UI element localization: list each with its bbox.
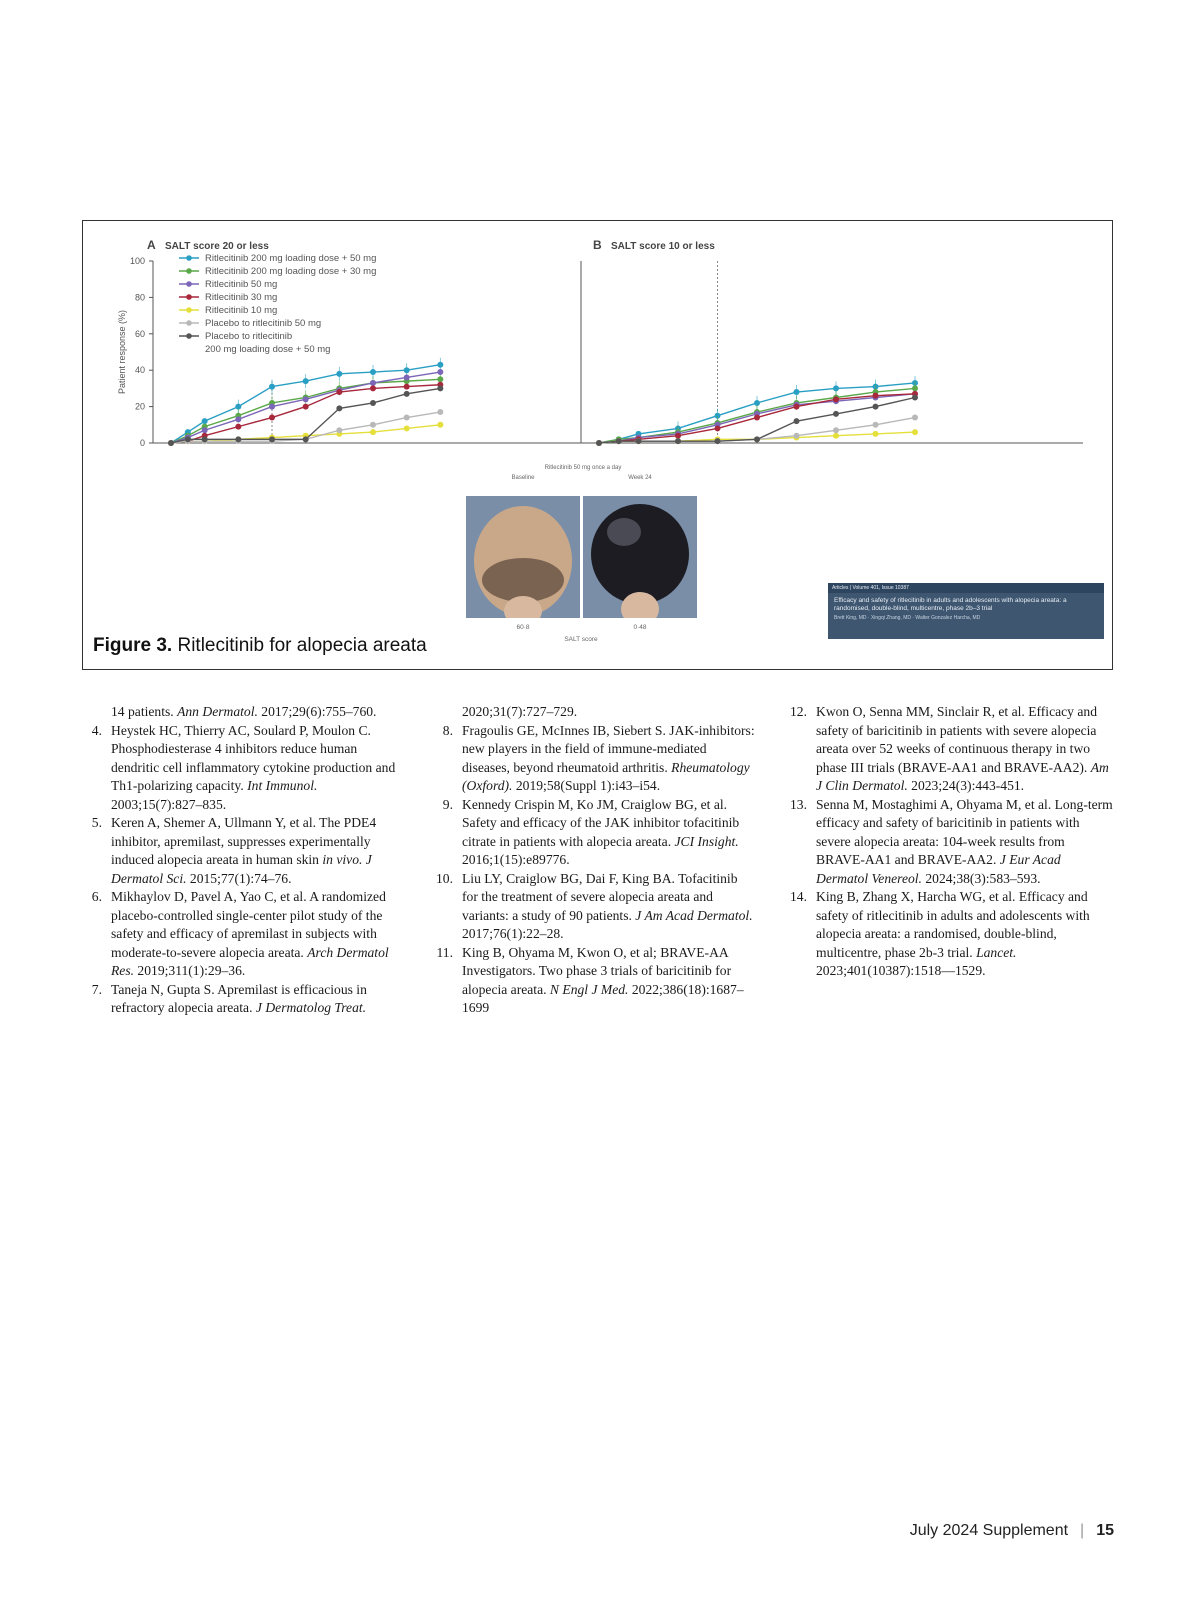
journal-name: Int Immunol.: [247, 778, 318, 793]
journal-name: Am J Clin Dermatol.: [816, 759, 1109, 793]
data-point: [370, 369, 376, 375]
week-24-photo: [583, 496, 697, 618]
legend-swatch-marker: [186, 307, 192, 313]
photo-label-baseline: Baseline: [511, 475, 535, 481]
data-point: [235, 436, 241, 442]
reference-item: [82, 722, 405, 815]
legend-swatch-marker: [186, 333, 192, 339]
data-point: [235, 424, 241, 430]
reference-text: 2017;29(6):755–760.: [257, 704, 377, 719]
reference-item: [82, 981, 405, 1018]
legend-label: Ritlecitinib 200 mg loading dose + 30 mg: [205, 266, 377, 277]
data-point: [754, 436, 760, 442]
data-point: [437, 362, 443, 368]
reference-text: Keren A, Shemer A, Ullmann Y, et al. The PDE4 inhibitor, apremilast, suppresses experimentally induced alopecia areata in human skin: [111, 815, 377, 867]
reference-text: Kwon O, Senna MM, Sinclair R, et al. Efficacy and safety of baricitinib in patients with severe alopecia areata over 52 weeks of continuous therapy in two phase III trials (BRAVE-AA1 and BRAVE-AA2).: [816, 704, 1098, 775]
reference-item: [433, 870, 755, 944]
reference-number: 13.: [790, 796, 807, 812]
reference-number: 9.: [442, 796, 453, 812]
data-point: [370, 422, 376, 428]
reference-text: Kennedy Crispin M, Ko JM, Craiglow BG, et al. Safety and efficacy of the JAK inhibitor tofacitinib citrate in patients with alopecia areata.: [462, 796, 740, 849]
panel-title: SALT score 10 or less: [611, 241, 715, 252]
reference-number: 11.: [436, 944, 453, 960]
y-tick-label: 40: [134, 365, 145, 376]
legend-label: Ritlecitinib 10 mg: [205, 305, 278, 316]
baseline-photo: [466, 496, 580, 618]
reference-number: 6.: [91, 889, 102, 904]
figure-3: [82, 220, 1113, 670]
reference-item: [82, 888, 405, 981]
legend-label: Ritlecitinib 50 mg: [205, 279, 278, 290]
data-point: [833, 433, 839, 439]
reference-text: 2020;31(7):727–729.: [462, 704, 578, 719]
legend-swatch-marker: [186, 281, 192, 287]
reference-text: 2015;77(1):74–76.: [186, 870, 292, 886]
reference-item: [433, 722, 755, 796]
footer-separator: |: [1080, 1522, 1085, 1539]
y-tick-label: 80: [134, 292, 145, 303]
reference-item: [82, 703, 405, 722]
journal-name: in vivo. J Dermatol Sci.: [111, 852, 372, 886]
reference-item: [82, 814, 405, 888]
reference-number: 14.: [790, 889, 807, 904]
reference-text: Liu LY, Craiglow BG, Dai F, King BA. Tofacitinib for the treatment of severe alopecia areata and variants: a study of 90 patients.: [462, 870, 738, 923]
legend-swatch-marker: [186, 255, 192, 261]
reference-text: Mikhaylov D, Pavel A, Yao C, et al. A randomized placebo-controlled single-center pilot study of the safety and efficacy of apremilast in subjects with moderate-to-severe alopecia areata.: [111, 889, 386, 960]
reference-item: [787, 796, 1114, 889]
data-point: [303, 404, 309, 410]
data-point: [404, 425, 410, 431]
legend-swatch-marker: [186, 268, 192, 274]
data-point: [833, 411, 839, 417]
data-point: [675, 433, 681, 439]
data-point: [202, 418, 208, 424]
data-point: [873, 404, 879, 410]
y-tick-label: 100: [129, 256, 145, 266]
reference-text: King B, Zhang X, Harcha WG, et al. Efficacy and safety of ritlecitinib in adults and adolescents with alopecia areata: a randomised, double-blind, multicentre, phase 2b-3 trial.: [816, 889, 1090, 960]
photo-header: Ritlecitinib 50 mg once a day: [544, 465, 622, 471]
data-point: [912, 395, 918, 401]
journal-name: Lancet.: [976, 944, 1017, 960]
study-card-title: Efficacy and safety of ritlecitinib in adults and adolescents with alopecia areata: a randomised, double-blind, multicentre, phase 2b–3 trial: [834, 597, 1067, 613]
data-point: [185, 436, 191, 442]
y-tick-label: 60: [134, 328, 145, 339]
journal-name: Arch Dermatol Res.: [111, 944, 389, 978]
reference-item: [433, 703, 755, 722]
legend-swatch-marker: [186, 320, 192, 326]
data-point: [596, 440, 602, 446]
data-point: [912, 429, 918, 435]
data-point: [912, 415, 918, 421]
reference-text: 2019;58(Suppl 1):i43–i54.: [512, 778, 661, 793]
reference-number: 12.: [790, 704, 807, 719]
reference-item: [787, 703, 1114, 796]
reference-text: 2023;24(3):443-451.: [907, 778, 1025, 793]
data-point: [437, 385, 443, 391]
reference-column-3: [787, 703, 1114, 981]
panel-letter: B: [593, 238, 602, 252]
reference-number: 4.: [91, 722, 102, 738]
legend-label: Placebo to ritlecitinib 50 mg: [205, 318, 322, 329]
y-tick-label: 20: [134, 401, 145, 412]
data-point: [715, 425, 721, 431]
reference-item: [433, 796, 755, 870]
journal-name: Ann Dermatol.: [177, 704, 258, 719]
journal-name: Rheumatology (Oxford).: [462, 759, 750, 793]
reference-text: Fragoulis GE, McInnes IB, Siebert S. JAK-inhibitors: new players in the field of immune-mediated diseases, beyond rheumatoid arthritis.: [462, 722, 755, 775]
reference-number: 7.: [91, 981, 102, 997]
reference-text: Taneja N, Gupta S. Apremilast is efficacious in refractory alopecia areata.: [111, 981, 367, 1015]
legend-label: Ritlecitinib 30 mg: [205, 292, 278, 303]
data-point: [616, 438, 622, 444]
journal-name: J Dermatolog Treat.: [255, 1000, 367, 1015]
photo-label-week24: Week 24: [628, 475, 652, 481]
photo-score-axis: SALT score: [564, 636, 598, 643]
data-point: [404, 367, 410, 373]
data-point: [912, 385, 918, 391]
data-point: [370, 385, 376, 391]
data-point: [833, 396, 839, 402]
reference-text: Senna M, Mostaghimi A, Ohyama M, et al. Long-term efficacy and safety of baricitinib in patients with severe alopecia areata: 104-week results from BRAVE-AA1 and BRAVE-AA2.: [816, 796, 1113, 867]
data-point: [636, 438, 642, 444]
data-point: [873, 431, 879, 437]
reference-number: 5.: [91, 815, 102, 830]
data-point: [269, 384, 275, 390]
figure-caption: [93, 635, 427, 657]
data-point: [873, 393, 879, 399]
caption-label: Figure 3.: [93, 635, 173, 656]
journal-name: JCI Insight.: [674, 833, 739, 849]
reference-text: 2003;15(7):827–835.: [111, 796, 227, 812]
reference-column-1: [82, 703, 405, 1018]
study-card-authors: Brett King, MD · Xingqi Zhang, MD · Walter Gonzalez Harcha, MD: [834, 615, 981, 622]
data-point: [404, 384, 410, 390]
data-point: [303, 396, 309, 402]
y-axis-label: Patient response (%): [117, 309, 127, 395]
data-point: [437, 409, 443, 415]
photo-score-week24: 0·48: [633, 624, 647, 631]
legend-label: Ritlecitinib 200 mg loading dose + 50 mg: [205, 253, 377, 264]
data-point: [269, 404, 275, 410]
data-point: [303, 378, 309, 384]
data-point: [794, 418, 800, 424]
data-point: [404, 374, 410, 380]
panel-title: SALT score 20 or less: [165, 241, 269, 252]
data-point: [370, 380, 376, 386]
data-point: [303, 436, 309, 442]
reference-text: 14 patients.: [111, 704, 178, 719]
y-tick-label: 0: [139, 438, 145, 448]
journal-name: J Eur Acad Dermatol Venereol.: [816, 852, 1061, 886]
data-point: [794, 404, 800, 410]
journal-name: N Engl J Med.: [549, 981, 629, 997]
reference-number: 10.: [436, 870, 453, 886]
panel-letter: A: [147, 238, 156, 252]
reference-text: 2024;38(3):583–593.: [921, 870, 1041, 886]
data-point: [715, 438, 721, 444]
data-point: [754, 415, 760, 421]
reference-text: 2017;76(1):22–28.: [462, 926, 564, 941]
data-point: [336, 389, 342, 395]
data-point: [336, 427, 342, 433]
data-point: [202, 436, 208, 442]
legend-swatch-marker: [186, 294, 192, 300]
data-point: [202, 427, 208, 433]
data-point: [437, 369, 443, 375]
study-card: [828, 583, 1104, 639]
data-point: [404, 391, 410, 397]
page-number: 15: [1096, 1522, 1114, 1539]
reference-text: 2016;1(15):e89776.: [462, 852, 570, 867]
reference-text: 2022;386(18):1687–1699: [462, 981, 744, 1015]
data-point: [370, 400, 376, 406]
data-point: [235, 416, 241, 422]
data-point: [168, 440, 174, 446]
data-point: [794, 389, 800, 395]
reference-text: Heystek HC, Thierry AC, Soulard P, Moulon C. Phosphodiesterase 4 inhibitors reduce human dendritic cell inflammatory cytokine production and Th1-polarizing capacity.: [111, 722, 396, 793]
reference-text: King B, Ohyama M, Kwon O, et al; BRAVE-AA Investigators. Two phase 3 trials of baricitinib for alopecia areata.: [462, 944, 732, 997]
reference-column-2: [433, 703, 755, 1018]
legend-label: 200 mg loading dose + 50 mg: [205, 344, 331, 355]
data-point: [404, 415, 410, 421]
footer-issue: July 2024 Supplement: [909, 1522, 1069, 1539]
photo-score-baseline: 60·8: [516, 624, 530, 631]
reference-text: 2019;311(1):29–36.: [134, 963, 246, 978]
data-point: [437, 376, 443, 382]
data-point: [336, 405, 342, 411]
reference-item: [787, 888, 1114, 981]
data-point: [269, 415, 275, 421]
study-card-header: Articles | Volume 401, Issue 10387: [828, 583, 1104, 593]
journal-name: J Am Acad Dermatol.: [635, 907, 753, 923]
data-point: [336, 371, 342, 377]
reference-item: [433, 944, 755, 1018]
page-footer: [910, 1522, 1114, 1540]
reference-text: 2023;401(10387):1518—1529.: [816, 963, 986, 978]
reference-number: 8.: [442, 722, 453, 738]
caption-text: Ritlecitinib for alopecia areata: [172, 635, 427, 656]
data-point: [675, 438, 681, 444]
data-point: [269, 436, 275, 442]
data-point: [833, 427, 839, 433]
data-point: [873, 422, 879, 428]
data-point: [437, 422, 443, 428]
legend-label: Placebo to ritlecitinib: [205, 331, 293, 342]
data-point: [794, 433, 800, 439]
data-point: [370, 429, 376, 435]
